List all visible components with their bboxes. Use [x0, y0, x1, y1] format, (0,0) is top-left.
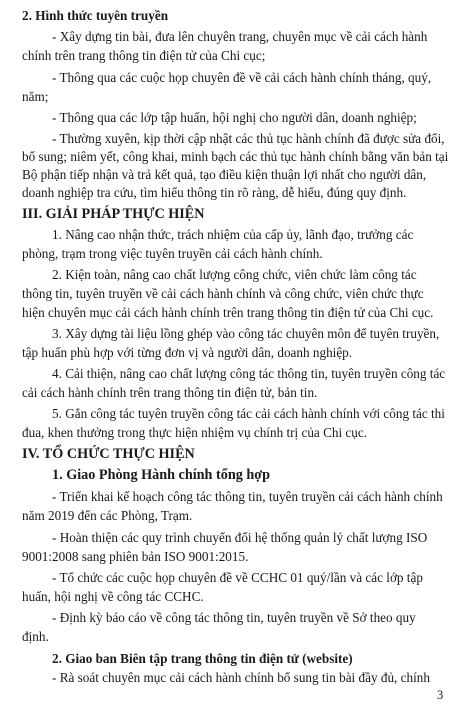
- text-line: huấn, hội nghị về công tác CCHC.: [22, 589, 204, 604]
- text-line: 9001:2008 sang phiên bản ISO 9001:2015.: [22, 549, 249, 564]
- text-line: 1. Nâng cao nhận thức, trách nhiệm của cấp ủy, lãnh đạo, trưởng các: [52, 227, 414, 242]
- text-line: 3. Xây dựng tài liệu lồng ghép vào công tác chuyên môn để tuyên truyền,: [52, 326, 440, 341]
- text-line: chính trên trang thông tin điện tử của Chi cục;: [22, 48, 266, 63]
- text-line: doanh nghiệp tra cứu, tìm hiểu thông tin rõ ràng, dễ hiểu, đúng quy định.: [22, 185, 407, 200]
- page-number: 3: [437, 688, 444, 702]
- subsection-heading: 1. Giao Phòng Hành chính tổng hợp: [52, 467, 270, 483]
- continuation-block: [22, 0, 23, 1]
- text-line: Bộ phận tiếp nhận và trả kết quả, tạo điều kiện thuận lợi nhất cho người dân,: [22, 167, 427, 182]
- text-line: 2. Kiện toàn, nâng cao chất lượng công chức, viên chức làm công tác: [52, 267, 417, 282]
- section-heading: 2. Hình thức tuyên truyền: [22, 8, 169, 23]
- text-line: 5. Gắn công tác tuyên truyền công tác cải cách hành chính với công tác thi: [52, 406, 445, 421]
- text-line: - Triển khai kế hoạch công tác thông tin, tuyên truyền cải cách hành chính: [52, 489, 443, 504]
- text-line: - Hoàn thiện các quy trình chuyển đổi hệ thống quản lý chất lượng ISO: [52, 530, 428, 545]
- text-line: năm 2019 đến các Phòng, Trạm.: [22, 508, 193, 523]
- section-heading: III. GIẢI PHÁP THỰC HIỆN: [22, 206, 205, 222]
- text-line: [22, 0, 23, 1]
- text-line: tập huấn phù hợp với từng đơn vị và người dân, doanh nghiệp.: [22, 345, 353, 360]
- text-line: - Rà soát chuyên mục cải cách hành chính bổ sung tin bài đầy đủ, chính: [52, 670, 430, 685]
- text-line: - Tổ chức các cuộc họp chuyên đề về CCHC 01 quý/lần và các lớp tập: [52, 570, 423, 585]
- text-line: năm;: [22, 89, 49, 104]
- section-heading: IV. TỔ CHỨC THỰC HIỆN: [22, 446, 195, 462]
- text-line: phòng, trạm trong việc tuyên truyền cải cách hành chính.: [22, 246, 323, 261]
- text-line: bổ sung; niêm yết, công khai, minh bạch các thủ tục hành chính bằng văn bản tại: [22, 149, 449, 164]
- text-line: - Thường xuyên, kịp thời cập nhật các thủ tục hành chính đã được sửa đổi,: [52, 131, 445, 146]
- text-line: - Xây dựng tin bài, đưa lên chuyên trang, chuyên mục về cải cách hành: [52, 29, 428, 44]
- text-line: 4. Cải thiện, nâng cao chất lượng công tác thông tin, tuyên truyền công tác: [52, 366, 446, 381]
- text-line: hiện chuyên mục cải cách hành chính trên trang thông tin điện tử của Chi cục.: [22, 305, 434, 320]
- text-line: - Thông qua các cuộc họp chuyên đề về cải cách hành chính tháng, quý,: [52, 70, 432, 85]
- text-line: thông tin, tuyên truyền về cải cách hành chính và công chức, viên chức thực: [22, 286, 424, 301]
- text-line: - Thông qua các lớp tập huấn, hội nghị cho người dân, doanh nghiệp;: [52, 110, 417, 125]
- text-line: định.: [22, 629, 49, 644]
- subsection-heading: 2. Giao ban Biên tập trang thông tin điện tử (website): [52, 651, 353, 666]
- text-line: đua, khen thưởng trong thực hiện nhiệm vụ chính trị của Chi cục.: [22, 425, 368, 440]
- text-line: cải cách hành chính trên trang thông tin điện tử, bản tin.: [22, 385, 318, 400]
- text-line: - Định kỳ báo cáo về công tác thông tin, tuyên truyền về Sở theo quy: [52, 610, 416, 625]
